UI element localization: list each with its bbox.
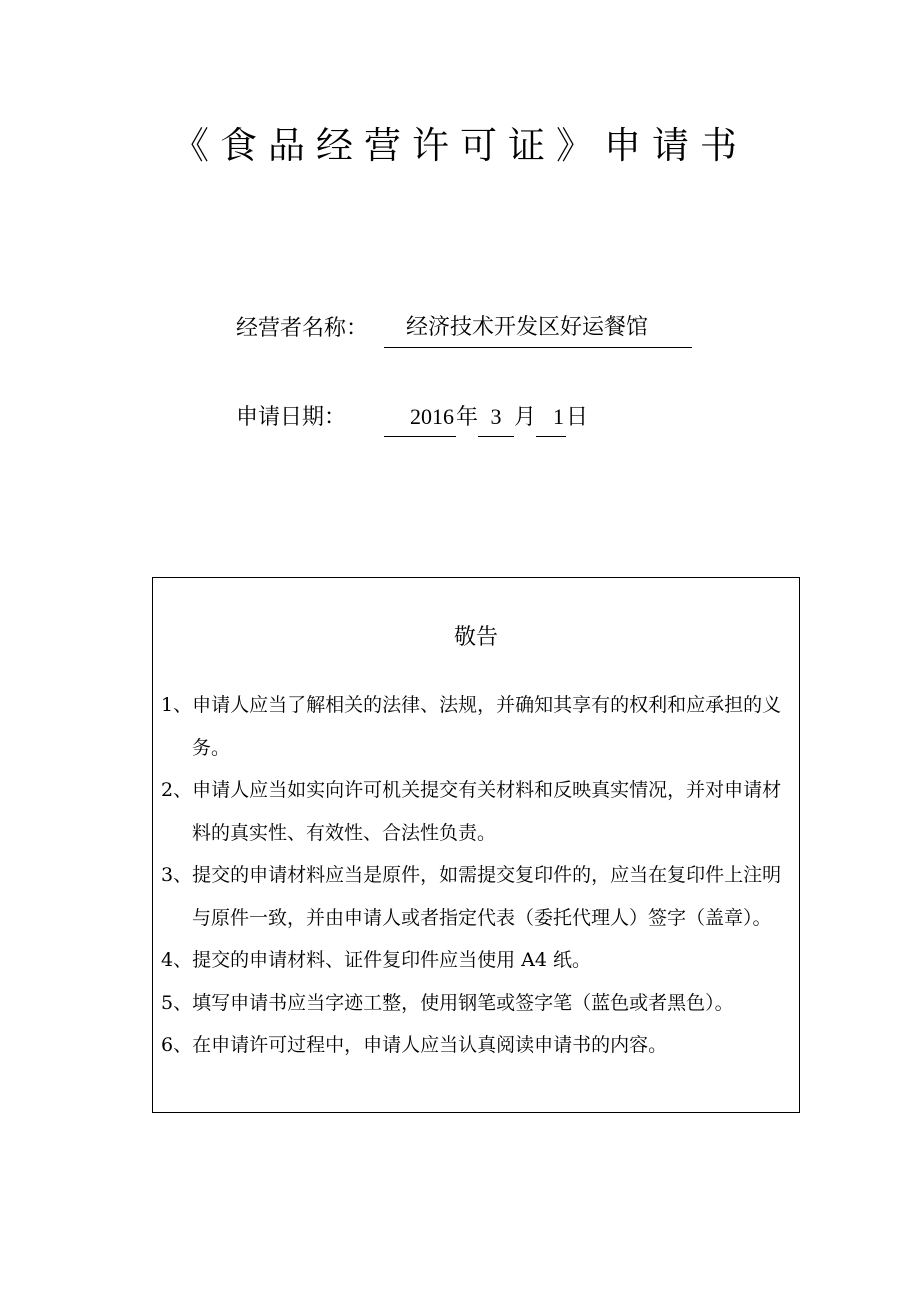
year-unit: 年	[456, 405, 479, 430]
apply-date-year: 2016	[384, 398, 456, 437]
notice-item-6: 6、在申请许可过程中，申请人应当认真阅读申请书的内容。	[161, 1034, 668, 1056]
notice-item-5: 5、填写申请书应当字迹工整，使用钢笔或签字笔（蓝色或者黑色）。	[161, 991, 734, 1014]
apply-date-month: 3	[478, 398, 514, 437]
notice-item-3: 3、提交的申请材料应当是原件，如需提交复印件的，应当在复印件上注明与原件一致，并由申请人或者指定代表（委托代理人）签字（盖章）。	[161, 864, 782, 929]
month-unit: 月	[514, 405, 537, 430]
operator-name-label: 经营者名称：	[236, 316, 369, 341]
apply-date-row	[236, 398, 588, 438]
document-title: 《食品经营许可证》申请书	[172, 124, 748, 167]
notice-box	[152, 577, 800, 1113]
notice-item-4: 4、提交的申请材料、证件复印件应当使用 A4 纸。	[161, 949, 591, 971]
notice-item-2: 2、申请人应当如实向许可机关提交有关材料和反映真实情况，并对申请材料的真实性、有效性、合法性负责。	[161, 779, 782, 844]
day-unit: 日	[566, 405, 589, 430]
apply-date-day: 1	[536, 398, 566, 437]
notice-item-1: 1、申请人应当了解相关的法律、法规，并确知其享有的权利和应承担的义务。	[161, 694, 782, 759]
notice-title: 敬告	[453, 625, 498, 650]
notice-list	[161, 684, 793, 1067]
operator-name-value: 经济技术开发区好运餐馆	[384, 309, 692, 348]
operator-name-row	[236, 309, 692, 349]
apply-date-label: 申请日期：	[236, 405, 347, 430]
